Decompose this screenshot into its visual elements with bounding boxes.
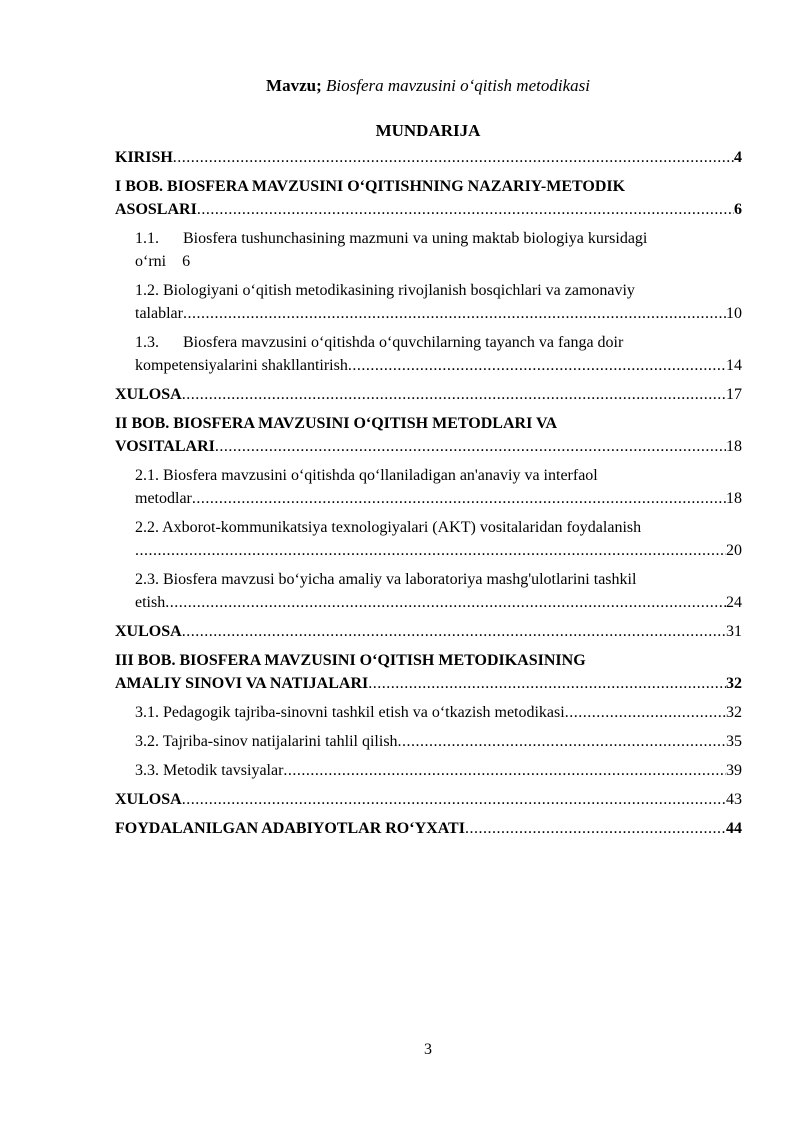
toc-entry-xulosa-2[interactable] <box>115 620 742 643</box>
document-title <box>0 76 800 96</box>
toc-page-number: 32 <box>726 704 742 721</box>
toc-entry-label-cont: VOSITALARI <box>115 438 215 455</box>
toc-entry-label: III BOB. BIOSFERA MAVZUSINI O‘QITISH METODIKASINING <box>115 652 586 669</box>
toc-entry-label: XULOSA <box>115 791 182 808</box>
toc-entry-label-cont: AMALIY SINOVI VA NATIJALARI <box>115 675 369 692</box>
toc-entry-2-2[interactable] <box>115 516 742 562</box>
toc-entry-chapter-1[interactable] <box>115 175 742 221</box>
toc-page-number: 17 <box>726 386 742 403</box>
toc-entry-1-3[interactable] <box>115 331 742 377</box>
toc-entry-label: XULOSA <box>115 623 182 640</box>
toc-page-number: 4 <box>734 149 742 166</box>
toc-entry-label: 3.2. Tajriba-sinov natijalarini tahlil qilish <box>135 733 398 750</box>
contents-heading: MUNDARIJA <box>375 121 481 140</box>
toc-page-number: 14 <box>726 357 742 374</box>
toc-page-number: 35 <box>726 733 742 750</box>
toc-page-number: 10 <box>726 305 742 322</box>
toc-entry-chapter-2[interactable] <box>115 412 742 458</box>
toc-entry-label: XULOSA <box>115 386 182 403</box>
toc-entry-3-2[interactable] <box>115 730 742 753</box>
toc-page-number: 24 <box>726 594 742 611</box>
toc-entry-1-2[interactable] <box>115 279 742 325</box>
toc-entry-label: KIRISH <box>115 149 173 166</box>
mavzu-label: Mavzu; <box>266 76 322 95</box>
table-of-contents <box>115 146 742 846</box>
toc-entry-2-1[interactable] <box>115 464 742 510</box>
toc-entry-label: 2.3. Biosfera mavzusi bo‘yicha amaliy va laboratoriya mashg'ulotlarini tashkil <box>135 571 637 588</box>
toc-entry-1-1[interactable] <box>115 227 742 273</box>
toc-page-number: 18 <box>726 438 742 455</box>
toc-entry-label: II BOB. BIOSFERA MAVZUSINI O‘QITISH METODLARI VA <box>115 415 558 432</box>
toc-entry-label-cont: talablar <box>135 305 183 322</box>
toc-entry-kirish[interactable] <box>115 146 742 169</box>
toc-page-number: 43 <box>726 791 742 808</box>
toc-entry-label: 3.1. Pedagogik tajriba-sinovni tashkil etish va o‘tkazish metodikasi <box>135 704 565 721</box>
toc-entry-label-cont: etish <box>135 594 166 611</box>
toc-entry-label-cont: o‘rni 6 <box>135 253 191 270</box>
toc-page-number: 32 <box>726 675 742 692</box>
toc-page-number: 39 <box>726 762 742 779</box>
toc-entry-label: 3.3. Metodik tavsiyalar <box>135 762 284 779</box>
toc-entry-label: 2.1. Biosfera mavzusini o‘qitishda qo‘llaniladigan an'anaviy va interfaol <box>135 467 598 484</box>
page-number: 3 <box>424 1041 432 1058</box>
toc-entry-label: FOYDALANILGAN ADABIYOTLAR RO‘YXATI <box>115 820 465 837</box>
toc-entry-label-cont: kompetensiyalarini shakllantirish <box>135 357 348 374</box>
toc-entry-label: 1.2. Biologiyani o‘qitish metodikasining rivojlanish bosqichlari va zamonaviy <box>135 282 635 299</box>
toc-entry-3-3[interactable] <box>115 759 742 782</box>
toc-entry-label: 1.3. Biosfera mavzusini o‘qitishda o‘quvchilarning tayanch va fanga doir <box>135 334 624 351</box>
toc-entry-3-1[interactable] <box>115 701 742 724</box>
toc-entry-chapter-3[interactable] <box>115 649 742 695</box>
toc-page-number: 44 <box>726 820 742 837</box>
toc-entry-references[interactable] <box>115 817 742 840</box>
toc-page-number: 6 <box>734 201 742 218</box>
toc-entry-xulosa-1[interactable] <box>115 383 742 406</box>
toc-entry-label-cont: metodlar <box>135 490 192 507</box>
topic-text: Biosfera mavzusini o‘qitish metodikasi <box>326 76 590 95</box>
toc-entry-label-cont: ASOSLARI <box>115 201 197 218</box>
toc-page-number: 18 <box>726 490 742 507</box>
toc-page-number: 20 <box>726 542 742 559</box>
toc-entry-xulosa-3[interactable] <box>115 788 742 811</box>
toc-entry-label: I BOB. BIOSFERA MAVZUSINI O‘QITISHNING NAZARIY-METODIK <box>115 178 626 195</box>
toc-entry-label: 1.1. Biosfera tushunchasining mazmuni va uning maktab biologiya kursidagi <box>135 230 648 247</box>
toc-page-number: 31 <box>726 623 742 640</box>
toc-entry-2-3[interactable] <box>115 568 742 614</box>
toc-entry-label: 2.2. Axborot-kommunikatsiya texnologiyalari (AKT) vositalaridan foydalanish <box>135 519 642 536</box>
